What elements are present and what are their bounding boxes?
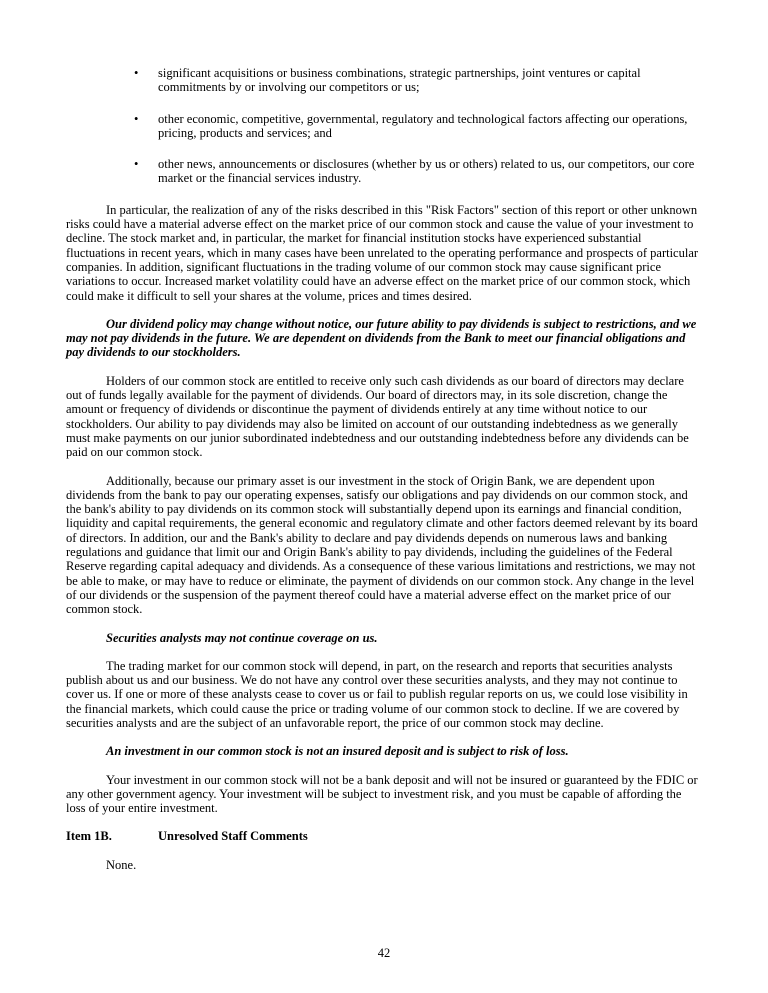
risk-factor-heading: Our dividend policy may change without notice, our future ability to pay dividends is subject to restrictions, and we may not pay dividends in the future. We are dependent on dividends from the Bank to meet our financial obligations and pay dividends to our stockholders. xyxy=(66,316,697,360)
bullet-text: other economic, competitive, governmental, regulatory and technological factors affecting our operations, pricing, products and services; and xyxy=(158,111,688,140)
paragraph: In particular, the realization of any of the risks described in this "Risk Factors" section of this report or other unknown risks could have a material adverse effect on the market price of our common stock and cause the value of your investment to decline. The stock market and, in particular, the market for financial institution stocks have experienced substantial fluctuations in recent years, which in many cases have been unrelated to the operating performance and prospects of particular companies. In addition, significant fluctuations in the trading volume of our common stock may cause significant price variations to occur. Increased market volatility could have an adverse effect on the market price of our common stock, which could make it difficult to sell your shares at the volume, prices and times desired. xyxy=(66,202,699,303)
paragraph: The trading market for our common stock will depend, in part, on the research and reports that securities analysts publish about us and our business. We do not have any control over these securities analysts, and they may not continue to cover us. If one or more of these analysts cease to cover us or fail to publish regular reports on us, we could lose visibility in the financial markets, which could cause the price or trading volume of our common stock to decline. If we are covered by securities analysts and are the subject of an unfavorable report, the price of our common stock may decline. xyxy=(66,658,688,730)
bullet-item xyxy=(66,66,702,95)
page-number: 42 xyxy=(377,946,391,960)
bullet-text: other news, announcements or disclosures (whether by us or others) related to us, our competitors, our core market or the financial services industry. xyxy=(158,157,695,186)
item-number: Item 1B. xyxy=(66,829,112,844)
bullet-icon: • xyxy=(134,66,139,80)
bullet-item xyxy=(66,157,702,186)
item-title: Unresolved Staff Comments xyxy=(158,829,308,844)
document-body xyxy=(66,66,702,872)
paragraph: Your investment in our common stock will not be a bank deposit and will not be insured or guaranteed by the FDIC or any other government agency. Your investment will be subject to investment risk, and you must be capable of affording the loss of your entire investment. xyxy=(66,772,698,816)
risk-factor-heading: An investment in our common stock is not an insured deposit and is subject to risk of loss. xyxy=(106,744,569,759)
bullet-item xyxy=(66,112,702,141)
paragraph: Additionally, because our primary asset is our investment in the stock of Origin Bank, we are dependent upon dividends from the bank to pay our operating expenses, satisfy our obligations and pay dividends on our common stock, and the bank's ability to pay dividends on its common stock will substantially depend upon its earnings and financial condition, liquidity and capital requirements, the general economic and regulatory climate and other factors deemed relevant by its board of directors. In addition, our and the Bank's ability to declare and pay dividends depends on numerous laws and banking regulations and guidance that limit our and Origin Bank's ability to pay dividends, including the guidelines of the Federal Reserve regarding capital adequacy and dividends. As a consequence of these various limitations and restrictions, we may not be able to make, or may have to reduce or eliminate, the payment of dividends on our common stock. Any change in the level of our dividends or the suspension of the payment thereof could have a material adverse effect on the market price of our common stock. xyxy=(66,473,698,617)
bullet-icon: • xyxy=(134,157,139,172)
item-heading xyxy=(66,829,702,843)
risk-factor-heading: Securities analysts may not continue coverage on us. xyxy=(106,630,378,645)
paragraph: Holders of our common stock are entitled to receive only such cash dividends as our board of directors may declare out of funds legally available for the payment of dividends. Our board of directors may, in its sole discretion, change the amount or frequency of dividends or discontinue the payment of dividends entirely at any time without notice to our stockholders. Our ability to pay dividends may also be limited on account of our outstanding indebtedness as we generally must make payments on our junior subordinated indebtedness and our outstanding indebtedness before any dividends can be paid on our common stock. xyxy=(66,373,689,460)
bullet-text: significant acquisitions or business combinations, strategic partnerships, joint ventures or capital commitments by or involving our competitors or us; xyxy=(158,66,641,95)
bullet-icon: • xyxy=(134,111,139,126)
paragraph: None. xyxy=(106,857,137,872)
